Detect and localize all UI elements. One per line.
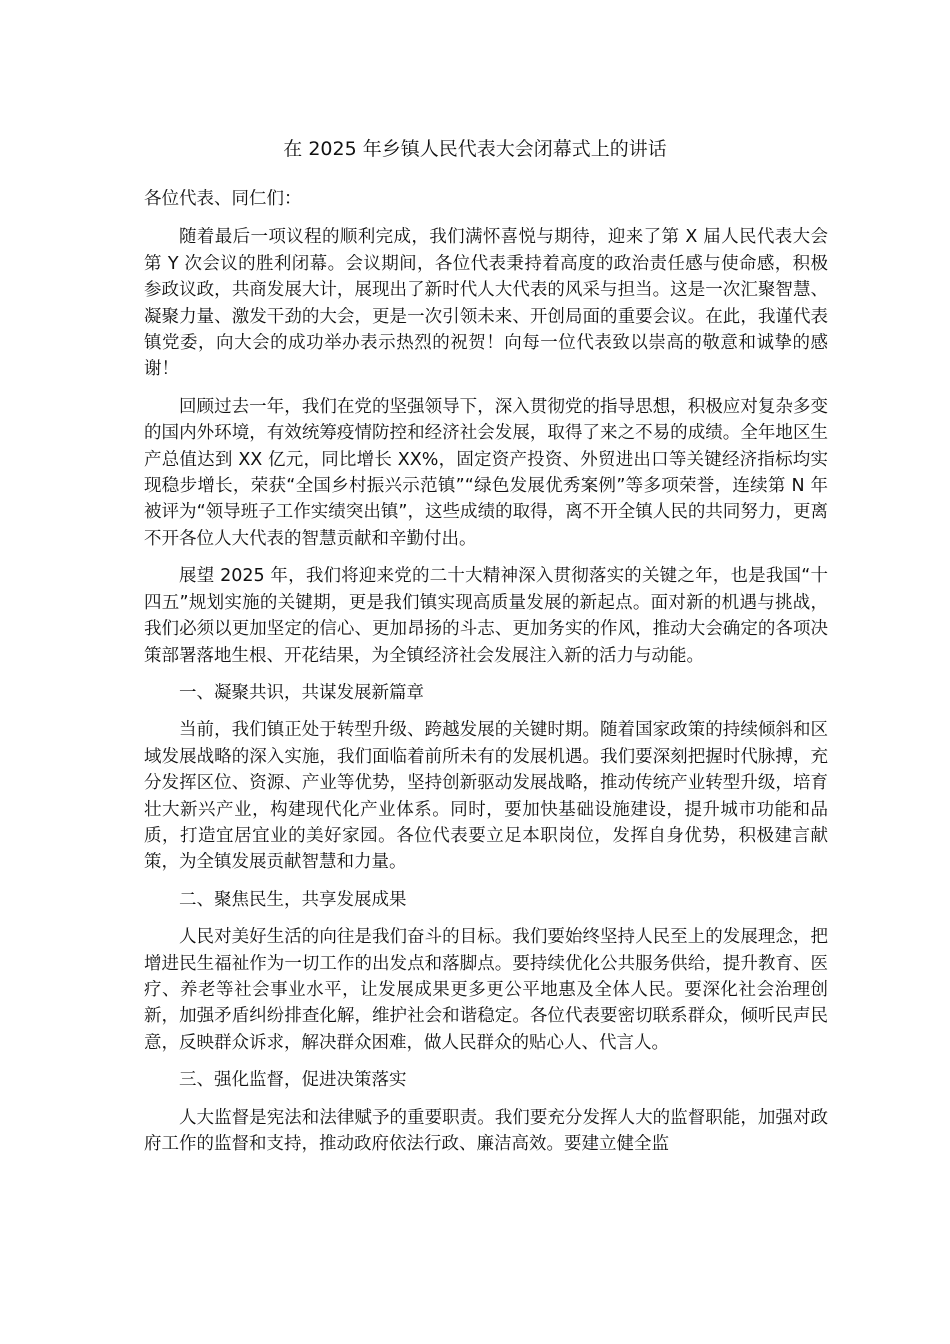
section-heading-1: 一、凝聚共识，共谋发展新篇章 [179,682,424,703]
section-heading-3: 三、强化监督，促进决策落实 [179,1070,407,1091]
section-body-3: 人大监督是宪法和法律赋予的重要职责。我们要充分发挥人大的监督职能，加强对政府工作的监督和支持，推动政府依法行政、廉洁高效。要建立健全监 [144,1107,828,1154]
paragraph-outlook: 展望 2025 年，我们将迎来党的二十大精神深入贯彻落实的关键之年，也是我国“十四五”规划实施的关键期，更是我们镇实现高质量发展的新起点。面对新的机遇与挑战，我们必须以更加坚定的信心、更加昂扬的斗志、更加务实的作风，推动大会确定的各项决策部署落地生根、开花结果，为全镇经济社会发展注入新的活力与动能。 [144,566,828,666]
section-body-2: 人民对美好生活的向往是我们奋斗的目标。我们要始终坚持人民至上的发展理念，把增进民生福祉作为一切工作的出发点和落脚点。要持续优化公共服务供给，提升教育、医疗、养老等社会事业水平，让发展成果更多更公平地惠及全体人民。要深化社会治理创新，加强矛盾纠纷排查化解，维护社会和谐稳定。各位代表要密切联系群众，倾听民声民意，反映群众诉求，解决群众困难，做人民群众的贴心人、代言人。 [144,927,828,1053]
section-heading-2: 二、聚焦民生，共享发展成果 [179,889,407,910]
salutation: 各位代表、同仁们： [144,189,302,209]
document-title: 在 2025 年乡镇人民代表大会闭幕式上的讲话 [283,138,667,160]
paragraph-review: 回顾过去一年，我们在党的坚强领导下，深入贯彻党的指导思想，积极应对复杂多变的国内外环境，有效统筹疫情防控和经济社会发展，取得了来之不易的成绩。全年地区生产总值达到 XX 亿元，同比增长 XX%，固定资产投资、外贸进出口等关键经济指标均实现稳步增长，荣获“全国乡村振兴示范镇”“绿色发展优秀案例”等多项荣誉，连续第 N 年被评为“领导班子工作实绩突出镇”，这些成绩的取得，离不开全镇人民的共同努力，更离不开各位人大代表的智慧贡献和辛勤付出。 [144,396,828,549]
document-body [144,186,828,1168]
paragraph-opening: 随着最后一项议程的顺利完成，我们满怀喜悦与期待，迎来了第 X 届人民代表大会第 Y 次会议的胜利闭幕。会议期间，各位代表秉持着高度的政治责任感与使命感，积极参政议政，共商发展大计，展现出了新时代人大代表的风采与担当。这是一次汇聚智慧、凝聚力量、激发干劲的大会，更是一次引领未来、开创局面的重要会议。在此，我谨代表镇党委，向大会的成功举办表示热烈的祝贺！向每一位代表致以崇高的敬意和诚挚的感谢！ [144,227,828,380]
section-body-1: 当前，我们镇正处于转型升级、跨越发展的关键时期。随着国家政策的持续倾斜和区域发展战略的深入实施，我们面临着前所未有的发展机遇。我们要深刻把握时代脉搏，充分发挥区位、资源、产业等优势，坚持创新驱动发展战略，推动传统产业转型升级，培育壮大新兴产业，构建现代化产业体系。同时，要加快基础设施建设，提升城市功能和品质，打造宜居宜业的美好家园。各位代表要立足本职岗位，发挥自身优势，积极建言献策，为全镇发展贡献智慧和力量。 [144,720,828,873]
